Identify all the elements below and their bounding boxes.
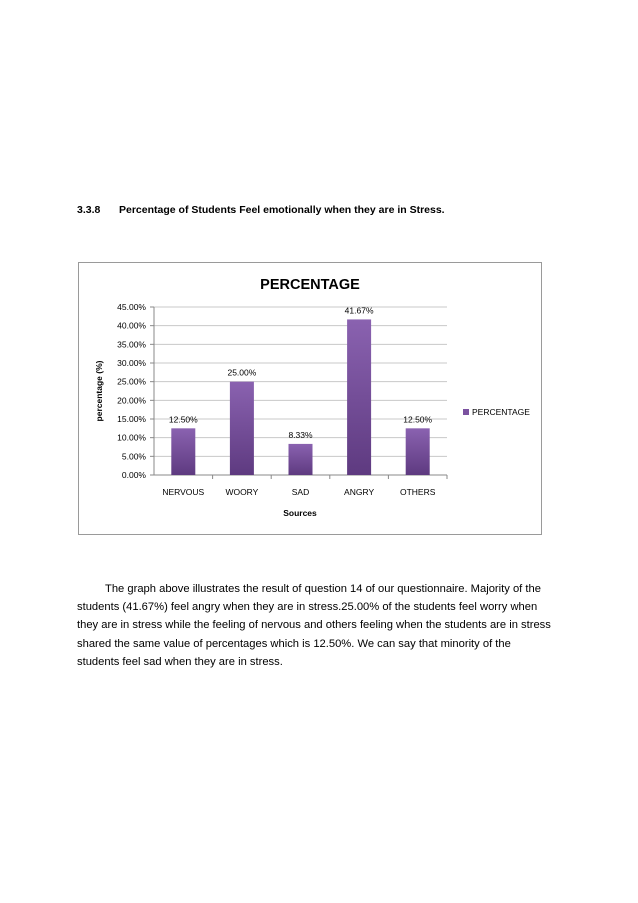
- y-tick-label: 35.00%: [117, 339, 146, 350]
- x-tick-label: WOORY: [225, 487, 259, 497]
- x-tick-label: OTHERS: [399, 487, 436, 497]
- y-tick-label: 40.00%: [117, 320, 146, 331]
- y-axis-title: percentage (%): [94, 360, 104, 422]
- data-label: 12.50%: [168, 414, 198, 425]
- x-tick-label: NERVOUS: [162, 487, 205, 497]
- y-tick-label: 20.00%: [117, 395, 146, 406]
- bar-woory: [230, 382, 254, 475]
- y-tick-label: 45.00%: [117, 302, 146, 312]
- bar-others: [406, 428, 430, 475]
- data-label: 12.50%: [403, 414, 433, 425]
- x-tick-label: ANGRY: [344, 487, 375, 497]
- bar-angry: [347, 319, 371, 475]
- x-tick-label: SAD: [291, 487, 310, 497]
- paragraph-text: The graph above illustrates the result of question 14 of our questionnaire. Majority of the students (41.67%) feel angry when they are in stress.25.00% of the students feel worry when they are in stress while the feeling of nervous and others feeling when the students are in stress shared the same value of percentages which is 12.50%. We can say that minority of the students feel sad when they are in stress.: [77, 583, 551, 668]
- y-tick-label: 15.00%: [117, 414, 146, 424]
- y-tick-label: 0.00%: [121, 470, 146, 480]
- data-label: 25.00%: [227, 367, 257, 378]
- y-tick-label: 10.00%: [117, 432, 146, 443]
- y-tick-label: 25.00%: [117, 376, 146, 387]
- legend-swatch: [463, 409, 469, 415]
- section-title: Percentage of Students Feel emotionally when they are in Stress.: [119, 204, 445, 216]
- chart-title: PERCENTAGE: [260, 277, 360, 293]
- bar-sad: [289, 444, 313, 475]
- body-paragraph: [77, 580, 555, 671]
- x-axis-title: Sources: [283, 508, 317, 518]
- legend-label: PERCENTAGE: [472, 407, 530, 417]
- y-tick-label: 30.00%: [117, 358, 146, 368]
- section-number: 3.3.8: [77, 204, 101, 216]
- data-label: 41.67%: [344, 305, 374, 316]
- bar-nervous: [171, 428, 195, 475]
- data-label: 8.33%: [288, 429, 313, 440]
- y-tick-label: 5.00%: [121, 451, 146, 462]
